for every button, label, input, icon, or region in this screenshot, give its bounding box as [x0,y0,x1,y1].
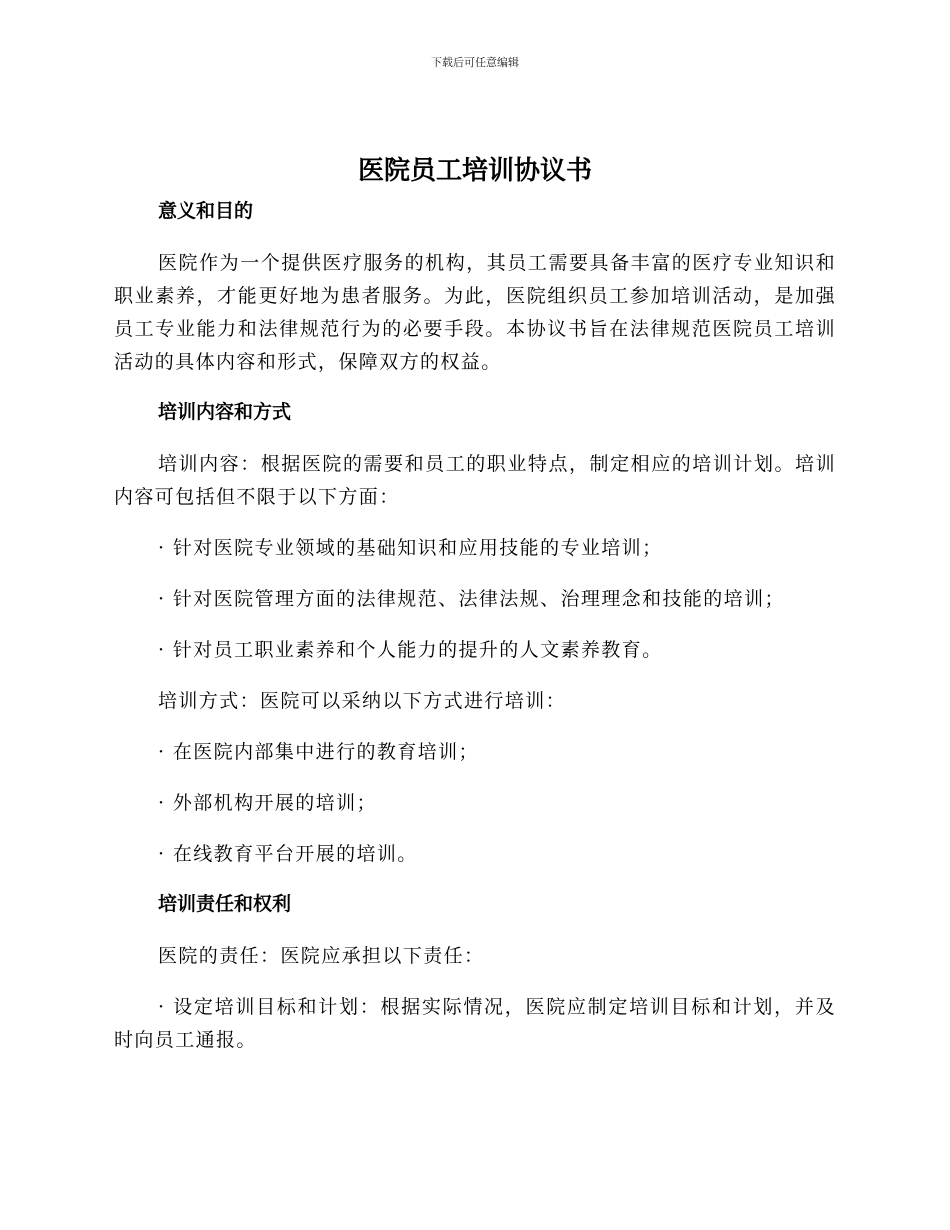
content-item: · 针对医院管理方面的法律规范、法律法规、治理理念和技能的培训； [158,588,785,610]
running-header: 下载后可任意编辑 [431,56,519,69]
method-item: · 外部机构开展的培训； [158,792,377,814]
content-item: · 针对医院专业领域的基础知识和应用技能的专业培训； [158,537,663,559]
document-body [114,196,836,1075]
method-item: · 在线教育平台开展的培训。 [158,843,418,865]
purpose-paragraph: 医院作为一个提供医疗服务的机构，其员工需要具备丰富的医疗专业知识和职业素养，才能更好地为患者服务。为此，医院组织员工参加培训活动，是加强员工专业能力和法律规范行为的必要手段。本协议书旨在法律规范医院员工培训活动的具体内容和形式，保障双方的权益。 [114,252,836,373]
content-item: · 针对员工职业素养和个人能力的提升的人文素养教育。 [158,639,663,661]
document-title: 医院员工培训协议书 [357,156,592,186]
section-heading-purpose: 意义和目的 [158,200,254,222]
responsibility-item: · 设定培训目标和计划：根据实际情况，医院应制定培训目标和计划，并及时向员工通报。 [114,996,836,1051]
hospital-responsibility-intro: 医院的责任：医院应承担以下责任： [158,945,485,967]
section-heading-responsibility: 培训责任和权利 [158,893,292,915]
method-intro-paragraph: 培训方式：医院可以采纳以下方式进行培训： [158,690,567,712]
method-item: · 在医院内部集中进行的教育培训； [158,741,479,763]
content-intro-paragraph: 培训内容：根据医院的需要和员工的职业特点，制定相应的培训计划。培训内容可包括但不限于以下方面： [114,453,836,508]
section-heading-content-method: 培训内容和方式 [158,401,292,423]
